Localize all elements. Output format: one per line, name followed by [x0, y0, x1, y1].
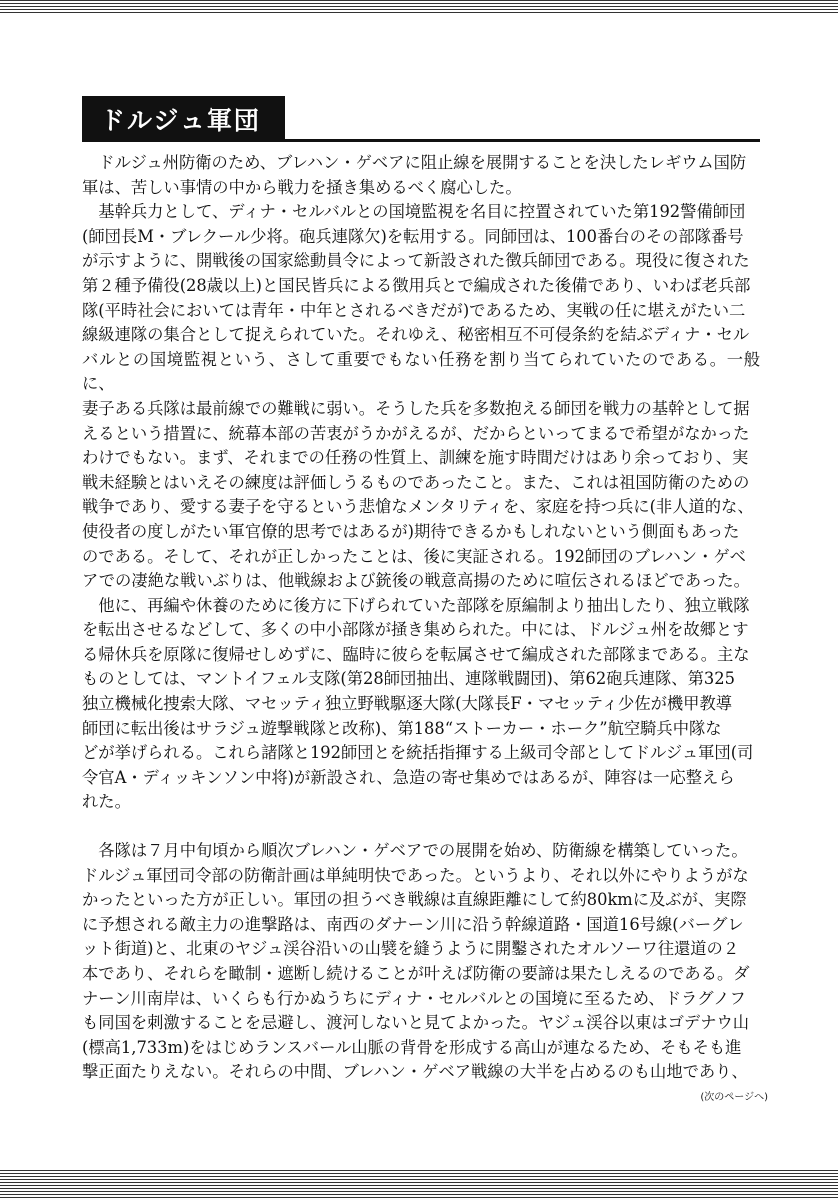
paragraph: 基幹兵力として、ディナ・セルバルとの国境監視を名目に控置されていた第192警備師団 (師団長M・ブレクール少将。砲兵連隊欠)を転用する。同師団は、100番台のその部隊番号 が示すように、開戦後の国家総動員令によって新設された徴兵師団である。現役に復された 第２種予備役(28歳以上)と国民皆兵による徴用兵とで編成された後備であり、いわば老兵部 隊(平時社会においては青年・中年とされるべきだが)であるため、実戦の任に堪えがたい二 線級連隊の集合として捉えられていた。それゆえ、秘密相互不可侵条約を結ぶディナ・セル バルとの国境監視という、さして重要でもない任務を割り当てられていたのである。一般に、 妻子ある兵隊は最前線での難戦に弱い。そうした兵を多数抱える師団を戦力の基幹として据 えるという措置に、統幕本部の苦衷がうかがえるが、だからといってまるで希望がなかった わけでもない。まず、それまでの任務の性質上、訓練を施す時間だけはあり余っており、実 戦未経験とはいえその練度は評価しうるものであったこと。また、これは祖国防衛のための 戦争であり、愛する妻子を守るという悲愴なメンタリティを、家庭を持つ兵に(非人道的な、 使役者の度しがたい軍官僚的思考ではあるが)期待できるかもしれないという側面もあった のである。そして、それが正しかったことは、後に実証される。192師団のブレハン・ゲベ アでの凄絶な戦いぶりは、他戦線および銃後の戦意高揚のために喧伝されるほどであった。	[82, 202, 760, 591]
section-title: ドルジュ軍団	[82, 96, 285, 142]
continued-note: (次のページへ)	[700, 1092, 768, 1103]
top-border-stripes	[0, 0, 838, 14]
paragraph: ドルジュ州防衛のため、ブレハン・ゲベアに阻止線を展開することを決したレギウム国防 軍は、苦しい事情の中から戦力を掻き集めるべく腐心した。	[82, 153, 747, 197]
title-underline	[285, 96, 760, 142]
paragraph: 各隊は７月中旬頃から順次ブレハン・ゲベアでの展開を始め、防衛線を構築していった。 ドルジュ軍団司令部の防衛計画は単純明快であった。というより、それ以外にやりようがな かったといった方が正しい。軍団の担うべき戦線は直線距離にして約80kmに及ぶが、実際 に予想される敵主力の進撃路は、南西のダナーン川に沿う幹線道路・国道16号線(バーグレ ット街道)と、北東のヤジュ渓谷沿いの山襞を縫うように開鑿されたオルソーワ往還道の２ 本であり、それらを瞰制・遮断し続けることが叶えば防衛の要諦は果たしえるのである。ダ ナーン川南岸は、いくらも行かぬうちにディナ・セルバルとの国境に至るため、ドラグノフ も同国を刺激することを忌避し、渡河しないと見てよかった。ヤジュ渓谷以東はゴデナウ山 (標高1,733m)をはじめランスバール山脈の背骨を形成する高山が連なるため、そもそも進 撃正面たりえない。それらの中間、ブレハン・ゲベア戦線の大半を占めるのも山地であり、	[82, 841, 750, 1082]
bottom-border-stripes	[0, 1170, 838, 1200]
article-body	[82, 151, 760, 1085]
paragraph: 他に、再編や休養のために後方に下げられていた部隊を原編制より抽出したり、独立戦隊 を転出させるなどして、多くの中小部隊が掻き集められた。中には、ドルジュ州を故郷とす る帰休兵を原隊に復帰せしめずに、臨時に彼らを転属させて編成された部隊まである。主な ものとしては、マントイフェル支隊(第28師団抽出、連隊戦闘団)、第62砲兵連隊、第325 独立機械化捜索大隊、マセッティ独立野戦駆逐大隊(大隊長F・マセッティ少佐が機甲教導 師団に転出後はサラジュ遊撃戦隊と改称)、第188“ストーカー・ホーク”航空騎兵中隊な どが挙げられる。これら諸隊と192師団とを統括指揮する上級司令部としてドルジュ軍団(司 令官A・ディッキンソン中将)が新設され、急造の寄せ集めではあるが、陣容は一応整えら れた。	[82, 595, 754, 812]
section-header	[82, 96, 760, 142]
